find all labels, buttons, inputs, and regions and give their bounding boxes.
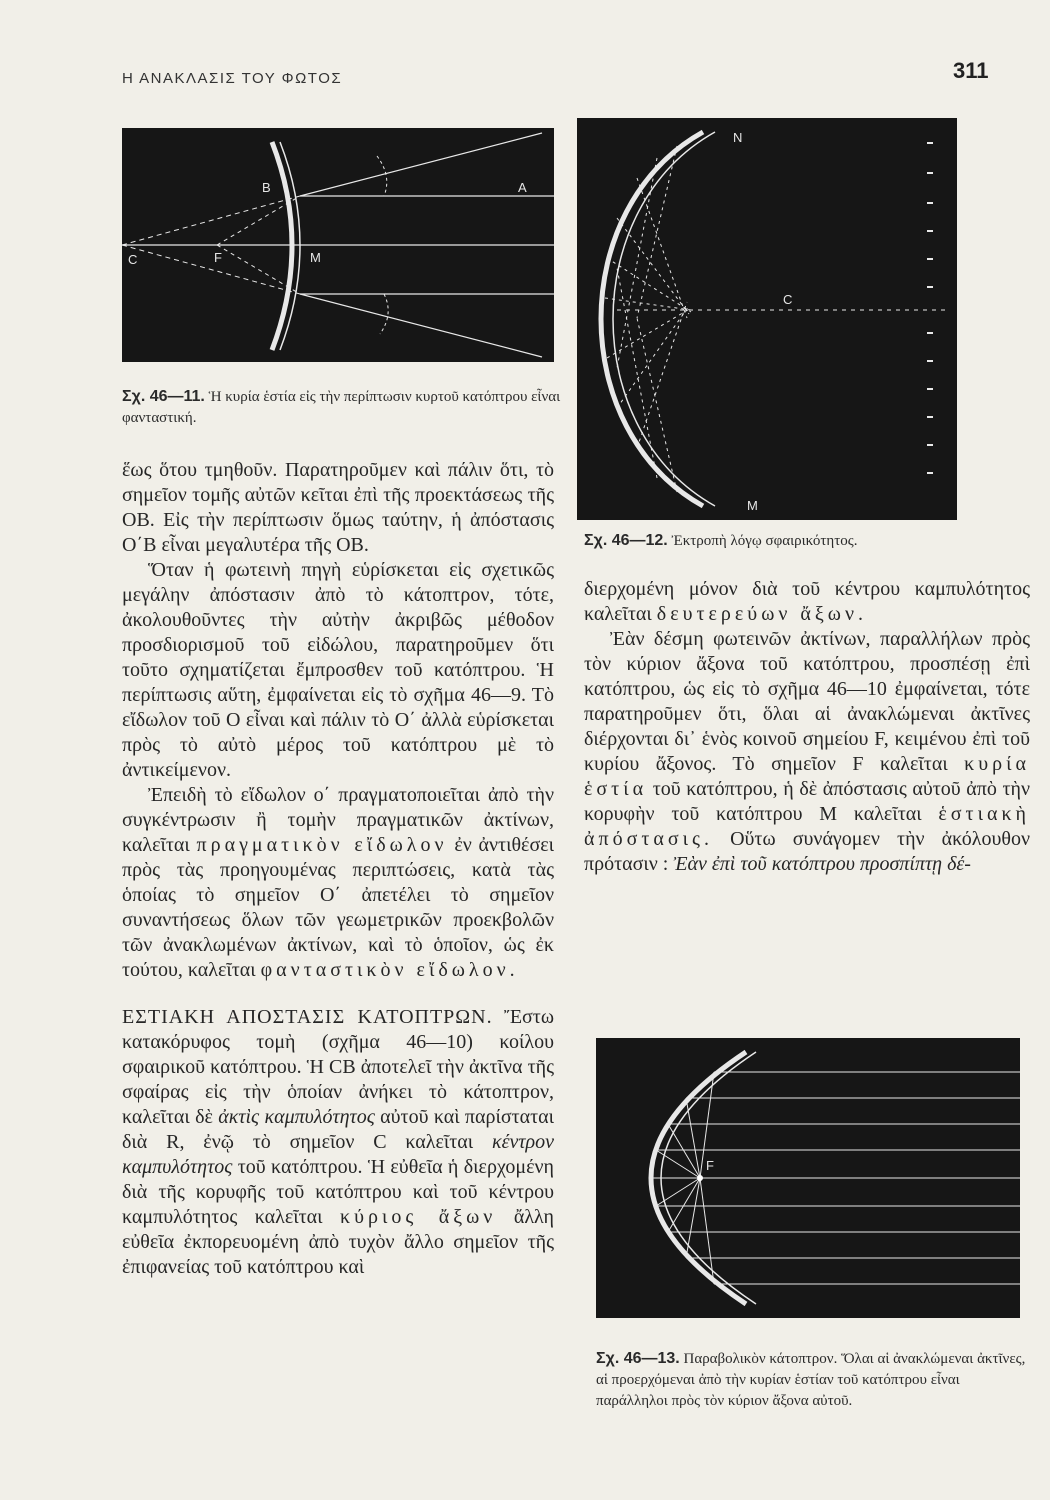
label-n: N (733, 130, 743, 145)
parallel-reflected-rays (651, 1072, 1020, 1284)
paragraph-4-text-d: ἄλλη εὐθεῖα ἐκπορευομένη ἀπὸ τυχὸν ἄλλο σημεῖον τῆς ἐπιφανείας τοῦ κατόπτρου καὶ (122, 1206, 555, 1278)
right-text-column (584, 577, 1030, 877)
label-f: F (214, 250, 222, 265)
page-number: 311 (953, 58, 989, 83)
spherical-aberration-diagram (577, 118, 957, 520)
caption-label: Σχ. 46—11. (122, 388, 205, 405)
paragraph-4-text-a: Ἔστω κατακόρυφος τομὴ (σχῆμα 46—10) κοίλου σφαιρικοῦ κατόπτρου. Ἡ CB ἀποτελεῖ τὴν ἀκτῖνα τῆς σφαίρας εἰς τὴν ὁποίαν ἀνήκει τὸ κάτοπτρον, καλεῖται δὲ (122, 1006, 555, 1128)
figure-46-13-parabolic-mirror-photo (596, 1038, 1020, 1318)
caustic-rays (605, 146, 691, 492)
term-focal-length: ἑστιακὴ ἀπόστασις. (584, 803, 1030, 850)
caption-label: Σχ. 46—13. (596, 1350, 680, 1367)
focus-point (697, 1175, 703, 1181)
caption-text: Ἡ κυρία ἑστία εἰς τὴν περίπτωσιν κυρτοῦ κατόπτρου εἶναι φανταστική. (122, 389, 561, 426)
label-c: C (783, 292, 793, 307)
paragraph-r2-text-c: Οὕτω συνάγομεν τὴν ἀκόλουθον πρότασιν : (584, 828, 1031, 875)
incoming-ray-markers (927, 142, 933, 474)
paragraph-1: ἕως ὅτου τμηθοῦν. Παρατηροῦμεν καὶ πάλιν ὅτι, τὸ σημεῖον τομῆς αὐτῶν κεῖται ἐπὶ τῆς προεκτάσεως τῆς OB. Εἰς τὴν περίπτωσιν ὅμως ταύτην, ἡ ἀπόστασις O΄B εἶναι μεγαλυτέρα τῆς OB. (122, 459, 554, 556)
label-b: B (262, 180, 271, 195)
label-a: A (518, 180, 527, 195)
caption-46-13 (596, 1348, 1026, 1412)
paragraph-r1-text: διερχομένη μόνον διὰ τοῦ κέντρου καμπυλότητος καλεῖται (584, 578, 1030, 625)
reflected-ray-upper (300, 133, 542, 196)
paragraph-4-text-c: τοῦ κατόπτρου. Ἡ εὐθεῖα ἡ διερχομένη διὰ τῆς κορυφῆς τοῦ κατόπτρου καὶ τοῦ κέντρου καμπυλότητος καλεῖται (122, 1156, 555, 1228)
paragraph-3-text-a: Ἐπειδὴ τὸ εἴδωλον ο΄ πραγματοποιεῖται ἀπὸ τὴν συγκέντρωσιν ἢ τομὴν πραγματικῶν ἀκτίνων, καλεῖται (122, 784, 554, 856)
paragraph-r1 (584, 577, 1030, 627)
label-f: F (706, 1158, 714, 1173)
left-text-column (122, 458, 554, 1280)
term-secondary-axis: δευτερεύων ἄξων. (656, 603, 868, 625)
caption-46-11 (122, 386, 562, 429)
caption-text: Ἐκτροπὴ λόγῳ σφαιρικότητος. (671, 533, 858, 549)
figure-46-11-convex-mirror-photo (122, 128, 554, 362)
term-principal-axis: κύριος ἄξων (340, 1206, 497, 1228)
paragraph-2: Ὅταν ἡ φωτεινὴ πηγὴ εὑρίσκεται εἰς σχετικῶς μεγάλην ἀπόστασιν ἀπὸ τὸ κάτοπτρον, τότε, ἀκολουθοῦντες τὴν αὐτὴν ἀκριβῶς μέθοδον προσδιορισμοῦ τοῦ εἰδώλου, παρατηροῦμεν ὅτι τοῦτο σχηματίζεται ἔμπροσθεν τοῦ κατόπτρου. Ἡ περίπτωσις αὕτη, ἐμφαίνεται εἰς τὸ σχῆμα 46—9. Τὸ εἴδωλον τοῦ O εἶναι καὶ πάλιν τὸ O΄ ἀλλὰ εὑρίσκεται πρὸς τὸ αὐτὸ μέρος τοῦ κατόπτρου μὲ τὸ ἀντικείμενον. (122, 559, 554, 781)
extension-upper (122, 196, 300, 245)
mirror-edge (613, 132, 715, 506)
paragraph-r2-text-a: Ἐὰν δέσμη φωτεινῶν ἀκτίνων, παραλλήλων πρὸς τὸν κύριον ἄξονα τοῦ κατόπτρου, προσπέσῃ ἐπὶ κατόπτρου, ὡς εἰς τὸ σχῆμα 46—10 ἐμφαίνεται, τότε παρατηροῦμεν ὅτι, ὅλαι αἱ ἀνακλώμεναι ἀκτῖνες διέρχονται δι᾿ ἑνὸς κοινοῦ σημείου F, κειμένου ἐπὶ τοῦ κυρίου ἄξονος. Τὸ σημεῖον F καλεῖται (584, 628, 1030, 775)
caption-text: Παραβολικὸν κάτοπτρον. Ὅλαι αἱ ἀνακλώμεναι ἀκτῖνες, αἱ προερχόμεναι ἀπὸ τὴν κυρίαν ἑστίαν τοῦ κατόπτρου εἶναι παράλληλοι πρὸς τὸν κύριον ἄξονα αὐτοῦ. (596, 1351, 1026, 1409)
term-radius-of-curvature: ἀκτὶς καμπυλότητος (218, 1106, 375, 1128)
paragraph-3 (122, 783, 554, 983)
term-center-of-curvature: κέντρον καμπυλότητος (122, 1131, 554, 1178)
proposition-start: Ἐὰν ἐπὶ τοῦ κατόπτρου προσπίπτῃ δέ- (673, 853, 971, 875)
term-virtual-image: φανταστικὸν εἴδωλον. (260, 959, 519, 981)
angle-arc-lower (380, 294, 388, 334)
paragraph-4 (122, 1005, 554, 1280)
focus-line-lower (217, 245, 300, 294)
label-c: C (128, 252, 138, 267)
paragraph-r2-text-b: τοῦ κατόπτρου, ἡ δὲ ἀπόστασις αὐτοῦ ἀπὸ τὴν κορυφὴν τοῦ κατόπτρου M καλεῖται (584, 778, 1030, 825)
caption-46-12 (584, 530, 1024, 552)
extension-lower (122, 245, 300, 294)
running-title: Η ΑΝΑΚΛΑΣΙΣ ΤΟΥ ΦΩΤΟΣ (122, 70, 343, 87)
mirror-surface (272, 142, 292, 350)
caption-label: Σχ. 46—12. (584, 532, 668, 549)
reflected-ray-lower (300, 294, 542, 357)
figure-46-12-spherical-aberration-photo (577, 118, 957, 520)
label-m: M (747, 498, 758, 513)
term-real-image: πραγματικὸν εἴδωλον (196, 834, 448, 856)
paragraph-3-text-b: ἐν ἀντιθέσει πρὸς τὰς προηγουμένας περιπτώσεις, κατὰ τὰς ὁποίας τὸ σημεῖον O΄ ἀπετέλει τὸ σημεῖον συναντήσεως ὅλων τῶν γεωμετρικῶν προεκβολῶν τῶν ἀνακλωμένων ἀκτίνων, καὶ τὸ ὁποῖον, ὡς ἐκ τούτου, καλεῖται (122, 834, 554, 981)
paragraph-r2 (584, 627, 1030, 877)
label-m: M (310, 250, 321, 265)
section-heading: ΕΣΤΙΑΚΗ ΑΠΟΣΤΑΣΙΣ ΚΑΤΟΠΤΡΩΝ. (122, 1006, 493, 1028)
parabolic-mirror-diagram (596, 1038, 1020, 1318)
paragraph-4-text-b: αὐτοῦ καὶ παρίσταται διὰ R, ἐνῷ τὸ σημεῖον C καλεῖται (122, 1106, 555, 1153)
focus-line-upper (217, 196, 300, 245)
convex-mirror-diagram (122, 128, 554, 362)
term-principal-focus: κυρία ἑστία (584, 753, 1030, 800)
